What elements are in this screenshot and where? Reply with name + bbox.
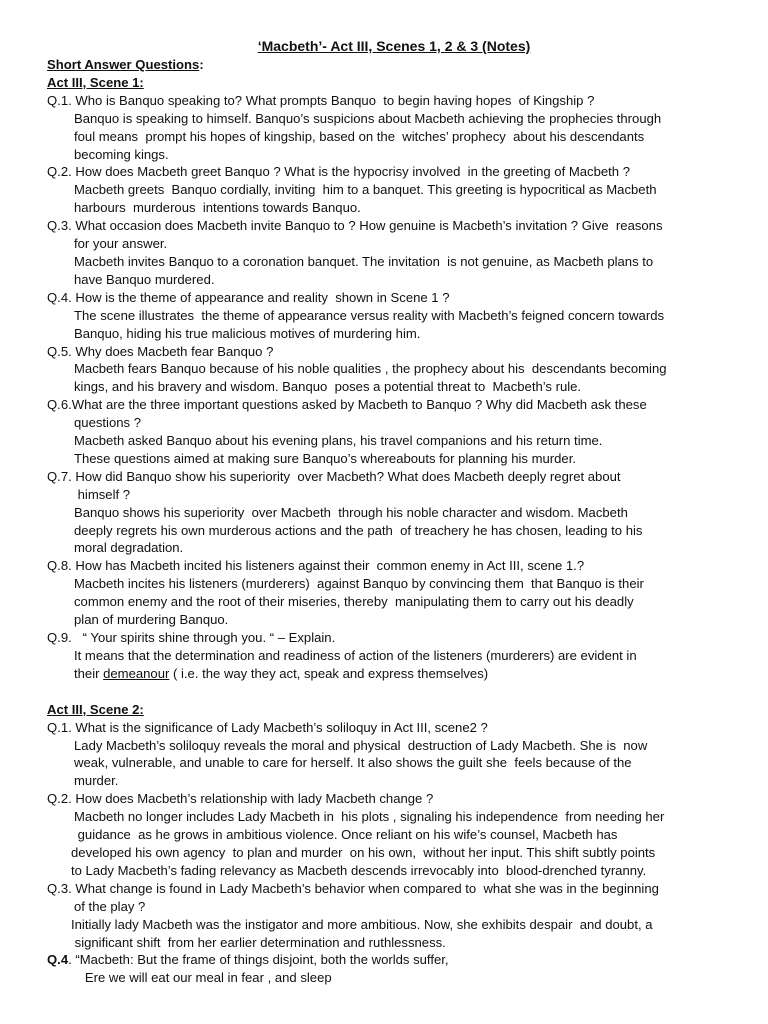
s2-q4-label: Q.4	[47, 952, 69, 968]
s1-q9-answer-line1: It means that the determination and readiness of action of the listeners (murderers) are evident in	[74, 647, 637, 663]
s1-q2-answer-line2: harbours murderous intentions towards Banquo.	[74, 200, 361, 216]
s1-q3-question-line2: for your answer.	[74, 236, 168, 252]
s2-q3-answer-line2: significant shift from her earlier determination and ruthlessness.	[71, 934, 446, 950]
s1-q3-question: Q.3. What occasion does Macbeth invite Banquo to ? How genuine is Macbeth’s invitation ? Give reasons	[47, 218, 663, 234]
s1-q4-answer-line1: The scene illustrates the theme of appearance versus reality with Macbeth’s feigned concern towards	[74, 307, 665, 323]
s1-q7-answer-line2: deeply regrets his own murderous actions and the path of treachery he has chosen, leading to his	[74, 522, 643, 538]
s2-q1-question: Q.1. What is the significance of Lady Macbeth’s soliloquy in Act III, scene2 ?	[47, 719, 488, 735]
section-gap	[47, 683, 727, 701]
s1-q9-answer-line2	[47, 665, 727, 683]
s1-q8-answer-line1: Macbeth incites his listeners (murderers) against Banquo by convincing them that Banquo is their	[74, 576, 644, 592]
s2-q2-answer-line4: to Lady Macbeth’s fading relevancy as Macbeth descends irrevocably into blood-drenched tyranny.	[71, 862, 647, 878]
s1-q7-answer-line1: Banquo shows his superiority over Macbeth through his noble character and wisdom. Macbeth	[74, 504, 628, 520]
s1-q1-answer-line1: Banquo is speaking to himself. Banquo’s suspicions about Macbeth achieving the prophecies through	[74, 110, 662, 126]
s1-q5-answer-line2: kings, and his bravery and wisdom. Banquo poses a potential threat to Macbeth’s rule.	[74, 379, 582, 395]
s1-q1-answer-line3: becoming kings.	[74, 146, 169, 162]
s2-q2-answer-line3: developed his own agency to plan and murder on his own, without her input. This shift subtly points	[71, 844, 656, 860]
s1-q1-question: Q.1. Who is Banquo speaking to? What prompts Banquo to begin having hopes of Kingship ?	[47, 92, 595, 108]
s1-q5-question: Q.5. Why does Macbeth fear Banquo ?	[47, 343, 274, 359]
s2-q2-question: Q.2. How does Macbeth’s relationship with lady Macbeth change ?	[47, 791, 434, 807]
short-answer-heading-text: Short Answer Questions	[47, 57, 200, 72]
s1-q5-answer-line1: Macbeth fears Banquo because of his noble qualities , the prophecy about his descendants becoming	[74, 361, 667, 377]
s2-q4-quote-line1: . “Macbeth: But the frame of things disjoint, both the worlds suffer,	[68, 952, 449, 968]
s1-q3-answer-line2: have Banquo murdered.	[74, 271, 215, 287]
s1-q2-question: Q.2. How does Macbeth greet Banquo ? What is the hypocrisy involved in the greeting of Macbeth ?	[47, 164, 630, 180]
s2-q4-question	[47, 951, 727, 969]
s2-q2-answer-line1: Macbeth no longer includes Lady Macbeth in his plots , signaling his independence from needing her	[74, 809, 665, 825]
s1-q7-answer-line3: moral degradation.	[74, 540, 184, 556]
scene1-heading: Act III, Scene 1:	[47, 74, 144, 90]
s1-q6-question-line2: questions ?	[74, 415, 141, 431]
s1-q9-question: Q.9. “ Your spirits shine through you. “ – Explain.	[47, 630, 336, 645]
s1-q8-answer-line3: plan of murdering Banquo.	[74, 612, 229, 628]
s2-q3-answer-line1: Initially lady Macbeth was the instigator and more ambitious. Now, she exhibits despair and doubt, a	[71, 916, 653, 932]
s1-q3-answer-line1: Macbeth invites Banquo to a coronation banquet. The invitation is not genuine, as Macbeth plans to	[74, 253, 654, 269]
s2-q1-answer-line1: Lady Macbeth’s soliloquy reveals the moral and physical destruction of Lady Macbeth. She is now	[74, 737, 648, 753]
s1-q6-answer-line1: Macbeth asked Banquo about his evening plans, his travel companions and his return time.	[74, 433, 603, 449]
s1-q6-question: Q.6.What are the three important questions asked by Macbeth to Banquo ? Why did Macbeth ask these	[47, 397, 647, 413]
s1-q6-answer-line2: These questions aimed at making sure Banquo’s whereabouts for planning his murder.	[74, 450, 576, 466]
s1-q8-answer-line2: common enemy and the root of their miseries, thereby manipulating them to carry out his deadly	[74, 594, 634, 610]
short-answer-colon: :	[199, 57, 204, 72]
s1-q7-question-line2: himself ?	[74, 486, 131, 502]
s2-q3-question-line2: of the play ?	[74, 898, 146, 914]
s1-q9-answer-post: ( i.e. the way they act, speak and express themselves)	[169, 665, 489, 681]
s1-q4-question: Q.4. How is the theme of appearance and reality shown in Scene 1 ?	[47, 289, 450, 305]
demeanour-term: demeanour	[103, 665, 170, 681]
s2-q2-answer-line2: guidance as he grows in ambitious violence. Once reliant on his wife’s counsel, Macbeth has	[74, 827, 618, 843]
scene2-heading: Act III, Scene 2:	[47, 701, 144, 717]
s1-q8-question: Q.8. How has Macbeth incited his listeners against their common enemy in Act III, scene 1.?	[47, 558, 585, 574]
s2-q4-quote-line2: Ere we will eat our meal in fear , and sleep	[74, 970, 332, 986]
s1-q7-question: Q.7. How did Banquo show his superiority over Macbeth? What does Macbeth deeply regret about	[47, 468, 621, 484]
s1-q4-answer-line2: Banquo, hiding his true malicious motives of murdering him.	[74, 325, 421, 341]
s2-q1-answer-line3: murder.	[74, 773, 119, 789]
short-answer-heading	[47, 56, 727, 74]
s1-q2-answer-line1: Macbeth greets Banquo cordially, inviting him to a banquet. This greeting is hypocritical as Macbeth	[74, 182, 657, 198]
s2-q3-question: Q.3. What change is found in Lady Macbeth’s behavior when compared to what she was in the beginning	[47, 880, 659, 896]
s2-q1-answer-line2: weak, vulnerable, and unable to care for herself. It also shows the guilt she feels because of the	[74, 755, 632, 771]
document-page	[47, 36, 727, 987]
page-title: ‘Macbeth’- Act III, Scenes 1, 2 & 3 (Notes)	[257, 38, 531, 54]
s1-q9-answer-pre: their	[74, 665, 104, 681]
s1-q1-answer-line2: foul means prompt his hopes of kingship, based on the witches’ prophecy about his descendants	[74, 128, 645, 144]
